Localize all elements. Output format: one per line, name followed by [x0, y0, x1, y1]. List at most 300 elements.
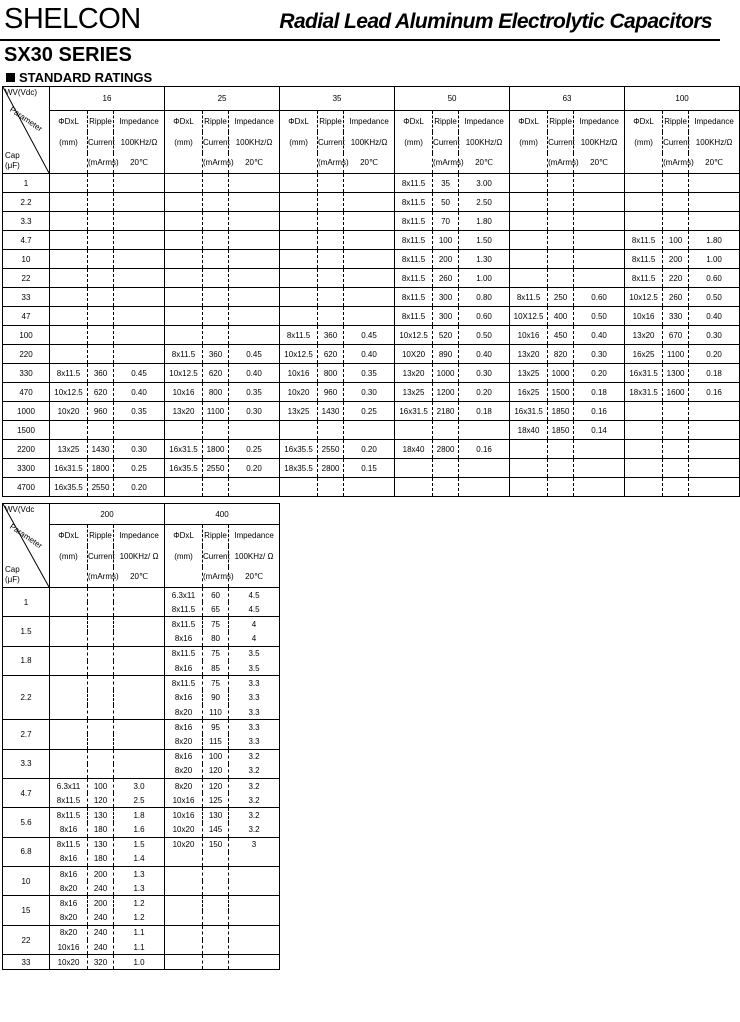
- size-value: [165, 955, 203, 970]
- impedance-value: 0.25: [229, 440, 280, 459]
- impedance-value: 0.14: [574, 421, 625, 440]
- ripple-value: 400: [548, 307, 574, 326]
- size-value: [280, 307, 318, 326]
- impedance-value: [344, 307, 395, 326]
- ripple-value: 110: [203, 705, 229, 720]
- size-value: 8x20: [165, 778, 203, 793]
- impedance-value: [114, 646, 165, 661]
- cap-value: 4.7: [3, 231, 50, 250]
- size-value: 16x31.5: [625, 364, 663, 383]
- size-value: 6.3x11: [50, 778, 88, 793]
- impedance-value: [574, 212, 625, 231]
- ripple-value: 200: [433, 250, 459, 269]
- size-value: 8x11.5: [395, 174, 433, 193]
- size-value: 8x16: [165, 690, 203, 705]
- impedance-value: 3.5: [229, 646, 280, 661]
- ripple-value: [203, 421, 229, 440]
- ripple-value: [203, 269, 229, 288]
- impedance-value: [229, 307, 280, 326]
- size-value: 8x20: [165, 734, 203, 749]
- size-value: [50, 250, 88, 269]
- ripple-value: 2550: [88, 478, 114, 497]
- col-header-mm: (mm): [280, 132, 318, 153]
- col-header-freq2: 100KHz/ Ω: [114, 546, 165, 567]
- ripple-value: [88, 174, 114, 193]
- size-value: 8x11.5: [165, 617, 203, 632]
- ripple-value: [548, 212, 574, 231]
- impedance-value: [114, 326, 165, 345]
- impedance-value: [344, 231, 395, 250]
- size-value: [165, 212, 203, 231]
- impedance-value: 0.20: [229, 459, 280, 478]
- impedance-value: 3.2: [229, 749, 280, 764]
- ripple-value: 960: [88, 402, 114, 421]
- col-header-imp: Impedance: [114, 111, 165, 132]
- col-header-temp: 20℃: [459, 153, 510, 174]
- impedance-value: [689, 421, 740, 440]
- document-title: Radial Lead Aluminum Electrolytic Capacitors: [279, 10, 712, 33]
- cap-value: 10: [3, 867, 50, 896]
- ripple-value: [548, 174, 574, 193]
- ripple-value: 120: [203, 764, 229, 779]
- cap-value: 2.7: [3, 720, 50, 749]
- ripple-value: [318, 421, 344, 440]
- impedance-value: [344, 421, 395, 440]
- ripple-value: 320: [88, 955, 114, 970]
- col-header-phi: ΦDxL: [50, 111, 88, 132]
- cap-value: 47: [3, 307, 50, 326]
- impedance-value: 3.2: [229, 778, 280, 793]
- size-value: 16x31.5: [510, 402, 548, 421]
- impedance-value: [574, 174, 625, 193]
- impedance-value: 0.40: [344, 345, 395, 364]
- table-row: [3, 307, 740, 326]
- col-header-freq: 100KHz/Ω: [574, 132, 625, 153]
- cap-value: 3300: [3, 459, 50, 478]
- size-value: [165, 193, 203, 212]
- ripple-value: [88, 250, 114, 269]
- col-header-marms: (mArms): [318, 153, 344, 174]
- size-value: [280, 269, 318, 288]
- table-row: [3, 778, 280, 793]
- voltage-header: 400: [165, 504, 280, 525]
- col-header-current: Current: [203, 546, 229, 567]
- impedance-value: [229, 911, 280, 926]
- table-row: [3, 867, 280, 882]
- impedance-value: 0.15: [344, 459, 395, 478]
- col-header-empty: [625, 153, 663, 174]
- size-value: [165, 421, 203, 440]
- col-header-phi: ΦDxL: [165, 525, 203, 546]
- size-value: 16x35.5: [165, 459, 203, 478]
- impedance-value: 0.50: [689, 288, 740, 307]
- impedance-value: [344, 478, 395, 497]
- col-header-imp: Impedance: [574, 111, 625, 132]
- size-value: 10x16: [510, 326, 548, 345]
- ripple-value: [88, 345, 114, 364]
- size-value: 6.3x11: [165, 588, 203, 603]
- impedance-value: [344, 269, 395, 288]
- table-row: [3, 617, 280, 632]
- ripple-value: 1430: [88, 440, 114, 459]
- size-value: [280, 231, 318, 250]
- impedance-value: 0.25: [344, 402, 395, 421]
- impedance-value: [229, 478, 280, 497]
- ripple-value: 360: [318, 326, 344, 345]
- impedance-value: [114, 764, 165, 779]
- ripple-value: 1800: [203, 440, 229, 459]
- ripple-value: 250: [548, 288, 574, 307]
- impedance-value: 2.5: [114, 793, 165, 808]
- impedance-value: [689, 459, 740, 478]
- size-value: [50, 588, 88, 603]
- size-value: 10x12.5: [395, 326, 433, 345]
- voltage-header: 25: [165, 87, 280, 111]
- impedance-value: 0.16: [459, 440, 510, 459]
- col-header-phi: ΦDxL: [50, 525, 88, 546]
- table-row: [3, 720, 280, 735]
- size-value: [165, 925, 203, 940]
- ripple-value: 620: [318, 345, 344, 364]
- cap-value: 1.8: [3, 646, 50, 675]
- voltage-header: 16: [50, 87, 165, 111]
- impedance-value: [229, 896, 280, 911]
- size-value: [625, 421, 663, 440]
- size-value: [165, 231, 203, 250]
- wv-label: WV(Vdc: [5, 505, 35, 514]
- impedance-value: 3.2: [229, 823, 280, 838]
- col-header-phi: ΦDxL: [395, 111, 433, 132]
- size-value: 8x20: [50, 925, 88, 940]
- ripple-value: 2550: [318, 440, 344, 459]
- size-value: [165, 326, 203, 345]
- size-value: 8x11.5: [395, 193, 433, 212]
- size-value: 16x35.5: [50, 478, 88, 497]
- ripple-value: [88, 676, 114, 691]
- ripple-value: 2800: [433, 440, 459, 459]
- impedance-value: [344, 288, 395, 307]
- ripple-value: [663, 402, 689, 421]
- col-header-marms: (mArms): [548, 153, 574, 174]
- ripple-value: 90: [203, 690, 229, 705]
- table-row: [3, 345, 740, 364]
- col-header-empty: [395, 153, 433, 174]
- impedance-value: [344, 212, 395, 231]
- cap-value: 330: [3, 364, 50, 383]
- impedance-value: 0.16: [574, 402, 625, 421]
- col-header-ripple: Ripple: [433, 111, 459, 132]
- col-header-ripple: Ripple: [203, 525, 229, 546]
- impedance-value: 3.3: [229, 734, 280, 749]
- size-value: [625, 193, 663, 212]
- table-row: [3, 269, 740, 288]
- size-value: [625, 440, 663, 459]
- ripple-value: [203, 326, 229, 345]
- impedance-value: 1.6: [114, 823, 165, 838]
- ripple-value: [203, 911, 229, 926]
- ripple-value: [318, 231, 344, 250]
- impedance-value: 1.00: [459, 269, 510, 288]
- col-header-temp: 20℃: [344, 153, 395, 174]
- impedance-value: [229, 326, 280, 345]
- ripple-value: [203, 896, 229, 911]
- col-header-ripple: Ripple: [88, 111, 114, 132]
- ripple-value: [88, 421, 114, 440]
- impedance-value: 1.2: [114, 911, 165, 926]
- cap-value: 1: [3, 174, 50, 193]
- col-header-imp: Impedance: [229, 525, 280, 546]
- cap-label-text: Cap: [5, 565, 20, 574]
- table-row: [3, 459, 740, 478]
- impedance-value: [574, 250, 625, 269]
- col-header-marms: (mArms): [663, 153, 689, 174]
- size-value: 8x16: [50, 867, 88, 882]
- impedance-value: [229, 852, 280, 867]
- col-header-mm: (mm): [50, 546, 88, 567]
- size-value: 8x11.5: [625, 269, 663, 288]
- col-header-phi: ΦDxL: [165, 111, 203, 132]
- size-value: [50, 307, 88, 326]
- ripple-value: 300: [433, 307, 459, 326]
- size-value: 8x11.5: [510, 288, 548, 307]
- impedance-value: [229, 231, 280, 250]
- ripple-value: [663, 459, 689, 478]
- ripple-value: [88, 690, 114, 705]
- ripple-value: 180: [88, 852, 114, 867]
- table-row: [3, 174, 740, 193]
- ripple-value: [318, 250, 344, 269]
- ripple-value: [663, 440, 689, 459]
- ripple-value: [88, 661, 114, 676]
- impedance-value: 0.20: [344, 440, 395, 459]
- ripple-value: 100: [88, 778, 114, 793]
- impedance-value: 0.60: [689, 269, 740, 288]
- table-row: [3, 440, 740, 459]
- impedance-value: [114, 250, 165, 269]
- impedance-value: 0.40: [574, 326, 625, 345]
- size-value: [50, 749, 88, 764]
- ripple-value: 1850: [548, 421, 574, 440]
- size-value: [50, 646, 88, 661]
- size-value: 8x11.5: [50, 837, 88, 852]
- ripple-value: 1800: [88, 459, 114, 478]
- cap-value: 1500: [3, 421, 50, 440]
- size-value: 10x20: [165, 837, 203, 852]
- impedance-value: [114, 705, 165, 720]
- table-row: [3, 925, 280, 940]
- ripple-value: 620: [88, 383, 114, 402]
- size-value: [510, 440, 548, 459]
- cap-value: 22: [3, 269, 50, 288]
- impedance-value: 0.40: [689, 307, 740, 326]
- size-value: [165, 250, 203, 269]
- cap-unit-label: (μF): [5, 575, 20, 584]
- size-value: 13x20: [625, 326, 663, 345]
- size-value: [50, 734, 88, 749]
- ripple-value: [318, 288, 344, 307]
- size-value: [50, 676, 88, 691]
- size-value: 8x11.5: [50, 793, 88, 808]
- voltage-header: 35: [280, 87, 395, 111]
- ripple-value: 1600: [663, 383, 689, 402]
- ripple-value: [88, 734, 114, 749]
- col-header-current: Current: [433, 132, 459, 153]
- ripple-value: 890: [433, 345, 459, 364]
- cap-value: 220: [3, 345, 50, 364]
- impedance-value: [114, 193, 165, 212]
- col-header-empty: [165, 153, 203, 174]
- ripple-value: 80: [203, 632, 229, 647]
- ripple-value: 125: [203, 793, 229, 808]
- impedance-value: 0.30: [459, 364, 510, 383]
- col-header-temp: 20℃: [689, 153, 740, 174]
- size-value: 18x40: [510, 421, 548, 440]
- ripple-value: [663, 174, 689, 193]
- impedance-value: 2.50: [459, 193, 510, 212]
- ripple-value: [203, 881, 229, 896]
- col-header-imp: Impedance: [114, 525, 165, 546]
- cap-label-text: Cap: [5, 151, 20, 160]
- col-header-mm: (mm): [625, 132, 663, 153]
- impedance-value: 0.20: [114, 478, 165, 497]
- impedance-value: [229, 212, 280, 231]
- size-value: [50, 345, 88, 364]
- ripple-value: [663, 421, 689, 440]
- col-header-freq: 100KHz/Ω: [459, 132, 510, 153]
- impedance-value: 0.30: [689, 326, 740, 345]
- size-value: 18x35.5: [280, 459, 318, 478]
- size-value: 8x16: [165, 749, 203, 764]
- size-value: [395, 459, 433, 478]
- ripple-value: [203, 193, 229, 212]
- impedance-value: 1.1: [114, 925, 165, 940]
- ripple-value: 260: [433, 269, 459, 288]
- impedance-value: 0.60: [459, 307, 510, 326]
- size-value: [280, 250, 318, 269]
- impedance-value: 0.25: [114, 459, 165, 478]
- size-value: 18x31.5: [625, 383, 663, 402]
- brand-logo: SHELCON: [4, 3, 141, 35]
- impedance-value: [689, 193, 740, 212]
- size-value: 8x11.5: [395, 288, 433, 307]
- ratings-table-high-voltage: [2, 503, 280, 970]
- ripple-value: [548, 269, 574, 288]
- cap-value: 33: [3, 288, 50, 307]
- impedance-value: [114, 269, 165, 288]
- ripple-value: 200: [88, 896, 114, 911]
- impedance-value: [229, 881, 280, 896]
- impedance-value: 3.3: [229, 720, 280, 735]
- impedance-value: 4.5: [229, 602, 280, 617]
- size-value: 16x25: [625, 345, 663, 364]
- size-value: 8x16: [165, 632, 203, 647]
- impedance-value: 0.35: [344, 364, 395, 383]
- ripple-value: [203, 852, 229, 867]
- square-bullet-icon: [6, 73, 15, 82]
- col-header-freq2: 100KHz/ Ω: [229, 546, 280, 567]
- col-header-ripple: Ripple: [663, 111, 689, 132]
- cap-value: 10: [3, 250, 50, 269]
- col-header-current: Current: [663, 132, 689, 153]
- size-value: [510, 250, 548, 269]
- col-header-current: Current: [88, 546, 114, 567]
- size-value: 10x12.5: [165, 364, 203, 383]
- col-header-marms: (mArms): [88, 153, 114, 174]
- size-value: 8x16: [165, 661, 203, 676]
- cap-label: [5, 151, 20, 171]
- ripple-value: [433, 478, 459, 497]
- size-value: 8x11.5: [395, 269, 433, 288]
- size-value: [280, 212, 318, 231]
- size-value: [165, 911, 203, 926]
- voltage-header: 200: [50, 504, 165, 525]
- ripple-value: 50: [433, 193, 459, 212]
- cap-value: 2.2: [3, 676, 50, 720]
- impedance-value: [229, 193, 280, 212]
- impedance-value: [229, 421, 280, 440]
- ripple-value: [318, 478, 344, 497]
- size-value: [50, 212, 88, 231]
- size-value: 10x16: [625, 307, 663, 326]
- size-value: [165, 174, 203, 193]
- impedance-value: 3.0: [114, 778, 165, 793]
- ripple-value: 300: [433, 288, 459, 307]
- impedance-value: [574, 231, 625, 250]
- size-value: 8x16: [165, 720, 203, 735]
- col-header-phi: ΦDxL: [280, 111, 318, 132]
- size-value: 13x25: [395, 383, 433, 402]
- size-value: [50, 174, 88, 193]
- ripple-value: 130: [88, 808, 114, 823]
- ripple-value: 2800: [318, 459, 344, 478]
- cap-value: 22: [3, 925, 50, 954]
- impedance-value: [114, 288, 165, 307]
- impedance-value: [114, 212, 165, 231]
- ripple-value: 65: [203, 602, 229, 617]
- impedance-value: 1.5: [114, 837, 165, 852]
- ripple-value: 75: [203, 676, 229, 691]
- col-header-imp: Impedance: [689, 111, 740, 132]
- size-value: [50, 193, 88, 212]
- table-row: [3, 588, 280, 603]
- ripple-value: [203, 174, 229, 193]
- cap-value: 4700: [3, 478, 50, 497]
- size-value: 8x11.5: [625, 250, 663, 269]
- ripple-value: [203, 212, 229, 231]
- ripple-value: 1100: [663, 345, 689, 364]
- ripple-value: [203, 288, 229, 307]
- ripple-value: 115: [203, 734, 229, 749]
- table-row: [3, 288, 740, 307]
- ripple-value: [203, 250, 229, 269]
- impedance-value: 1.0: [114, 955, 165, 970]
- cap-value: 3.3: [3, 749, 50, 778]
- size-value: 8x11.5: [395, 231, 433, 250]
- impedance-value: [689, 212, 740, 231]
- impedance-value: 3.2: [229, 764, 280, 779]
- size-value: 8x11.5: [165, 676, 203, 691]
- size-value: [165, 881, 203, 896]
- ripple-value: 1500: [548, 383, 574, 402]
- ripple-value: 2180: [433, 402, 459, 421]
- cap-value: 4.7: [3, 778, 50, 807]
- col-header-phi: ΦDxL: [510, 111, 548, 132]
- table-row: [3, 837, 280, 852]
- size-value: [50, 632, 88, 647]
- impedance-value: [114, 588, 165, 603]
- parameter-label: Parameter: [7, 105, 44, 134]
- ratings-table-low-voltage: [2, 86, 740, 497]
